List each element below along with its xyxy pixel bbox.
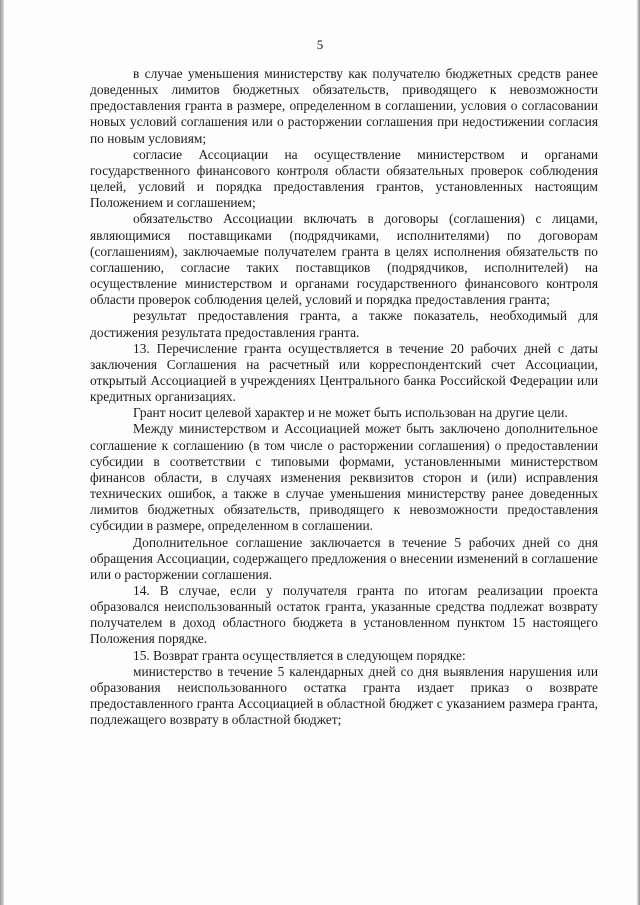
- paragraph-result-indicator: результат предоставления гранта, а также показатель, необходимый для достижения результата предоставления гранта.: [90, 308, 598, 340]
- paragraph-additional-agreement: Между министерством и Ассоциацией может быть заключено дополнительное соглашение к соглашению (в том числе о расторжении соглашения) о предоставлении субсидии в соответствии с типовыми формами, установленными министерством финансов области, в случаях изменения реквизитов сторон и (или) исправления технических ошибок, а также в случае уменьшения министерству ранее доведенных лимитов бюджетных обязательств, приводящего к невозможности предоставления субсидии в размере, определенном в соглашении.: [90, 421, 598, 534]
- scan-edge-left: [0, 0, 4, 905]
- paragraph-supplier-obligation: обязательство Ассоциации включать в договоры (соглашения) с лицами, являющимися поставщиками (подрядчиками, исполнителями) по договорам (соглашениям), заключаемые получателем гранта в целях исполнения обязательств по соглашению, согласие таких поставщиков (подрядчиков, исполнителей) на осуществление министерством и органами государственного финансового контроля области проверок соблюдения целей, условий и порядка предоставления гранта;: [90, 211, 598, 308]
- paragraph-clause-14: 14. В случае, если у получателя гранта по итогам реализации проекта образовался неиспользованный остаток гранта, указанные средства подлежат возврату получателем в доход областного бюджета в установленном пунктом 15 настоящего Положения порядке.: [90, 583, 598, 647]
- document-body: [90, 66, 598, 728]
- paragraph-consent-inspections: согласие Ассоциации на осуществление министерством и органами государственного финансового контроля области обязательных проверок соблюдения целей, условий и порядка предоставления грантов, установленных настоящим Положением и соглашением;: [90, 146, 598, 211]
- paragraph-agreement-term: Дополнительное соглашение заключается в течение 5 рабочих дней со дня обращения Ассоциации, содержащего предложения о внесении изменений в соглашение или о расторжении соглашения.: [90, 534, 598, 582]
- paragraph-target-purpose: Грант носит целевой характер и не может быть использован на другие цели.: [133, 405, 568, 421]
- paragraph-budget-limits: в случае уменьшения министерству как получателю бюджетных средств ранее доведенных лимитов бюджетных обязательств, приводящего к невозможности предоставления гранта в размере, определенном в соглашении, условия о согласовании новых условий соглашения или о расторжении соглашения при недостижении согласия по новым условиям;: [90, 66, 598, 146]
- paragraph-clause-13: 13. Перечисление гранта осуществляется в течение 20 рабочих дней с даты заключения Соглашения на расчетный или корреспондентский счет Ассоциации, открытый Ассоциацией в учреждениях Центрального банка Российской Федерации или кредитных организациях.: [90, 340, 598, 405]
- paragraph-return-order: министерство в течение 5 календарных дней со дня выявления нарушения или образования неиспользованного остатка гранта издает приказ о возврате предоставленного гранта Ассоциацией в областной бюджет с указанием размера гранта, подлежащего возврату в областной бюджет;: [90, 663, 598, 728]
- page-number: 5: [316, 37, 324, 52]
- paragraph-clause-15: 15. Возврат гранта осуществляется в следующем порядке:: [133, 647, 466, 663]
